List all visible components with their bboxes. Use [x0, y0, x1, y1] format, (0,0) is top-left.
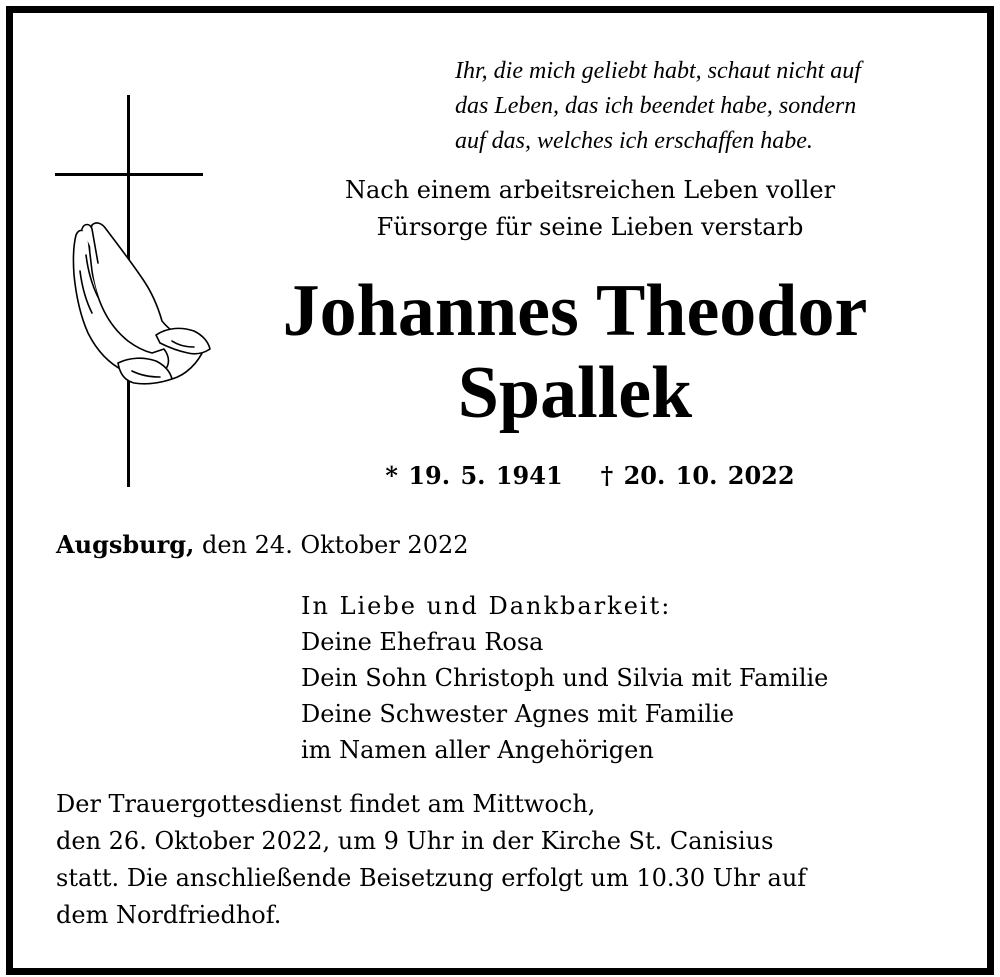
death-date: † 20. 10. 2022 — [600, 461, 795, 490]
quote-line: auf das, welches ich erschaffen habe. — [455, 128, 813, 154]
service-line: den 26. Oktober 2022, um 9 Uhr in der Kirche St. Canisius — [56, 827, 774, 855]
service-line: dem Nordfriedhof. — [56, 901, 282, 929]
deceased-name — [175, 270, 975, 434]
birth-date: * 19. 5. 1941 — [385, 461, 563, 490]
mourner-line: Deine Ehefrau Rosa — [301, 628, 544, 656]
deceased-first-names: Johannes Theodor — [282, 270, 868, 352]
mourner-line: Deine Schwester Agnes mit Familie — [301, 700, 735, 728]
mourner-line: im Namen aller Angehörigen — [301, 736, 654, 764]
mourners-block — [301, 588, 981, 768]
city: Augsburg, — [56, 530, 195, 559]
notice-date: den 24. Oktober 2022 — [194, 531, 469, 559]
service-line: Der Trauergottesdienst findet am Mittwoch, — [56, 790, 596, 818]
funeral-service-info — [56, 786, 976, 934]
life-dates — [290, 460, 890, 492]
intro-text — [240, 172, 940, 246]
epitaph-quote — [455, 54, 955, 159]
deceased-surname: Spallek — [457, 352, 693, 434]
mourner-line: Dein Sohn Christoph und Silvia mit Familie — [301, 664, 829, 692]
intro-line: Nach einem arbeitsreichen Leben voller — [344, 176, 836, 204]
mourners-heading: In Liebe und Dankbarkeit: — [301, 592, 672, 620]
quote-line: das Leben, das ich beendet habe, sondern — [455, 93, 857, 119]
place-and-date — [56, 528, 469, 562]
intro-line: Fürsorge für seine Lieben verstarb — [376, 213, 804, 241]
service-line: statt. Die anschließende Beisetzung erfolgt um 10.30 Uhr auf — [56, 864, 807, 892]
quote-line: Ihr, die mich geliebt habt, schaut nicht auf — [455, 58, 861, 84]
